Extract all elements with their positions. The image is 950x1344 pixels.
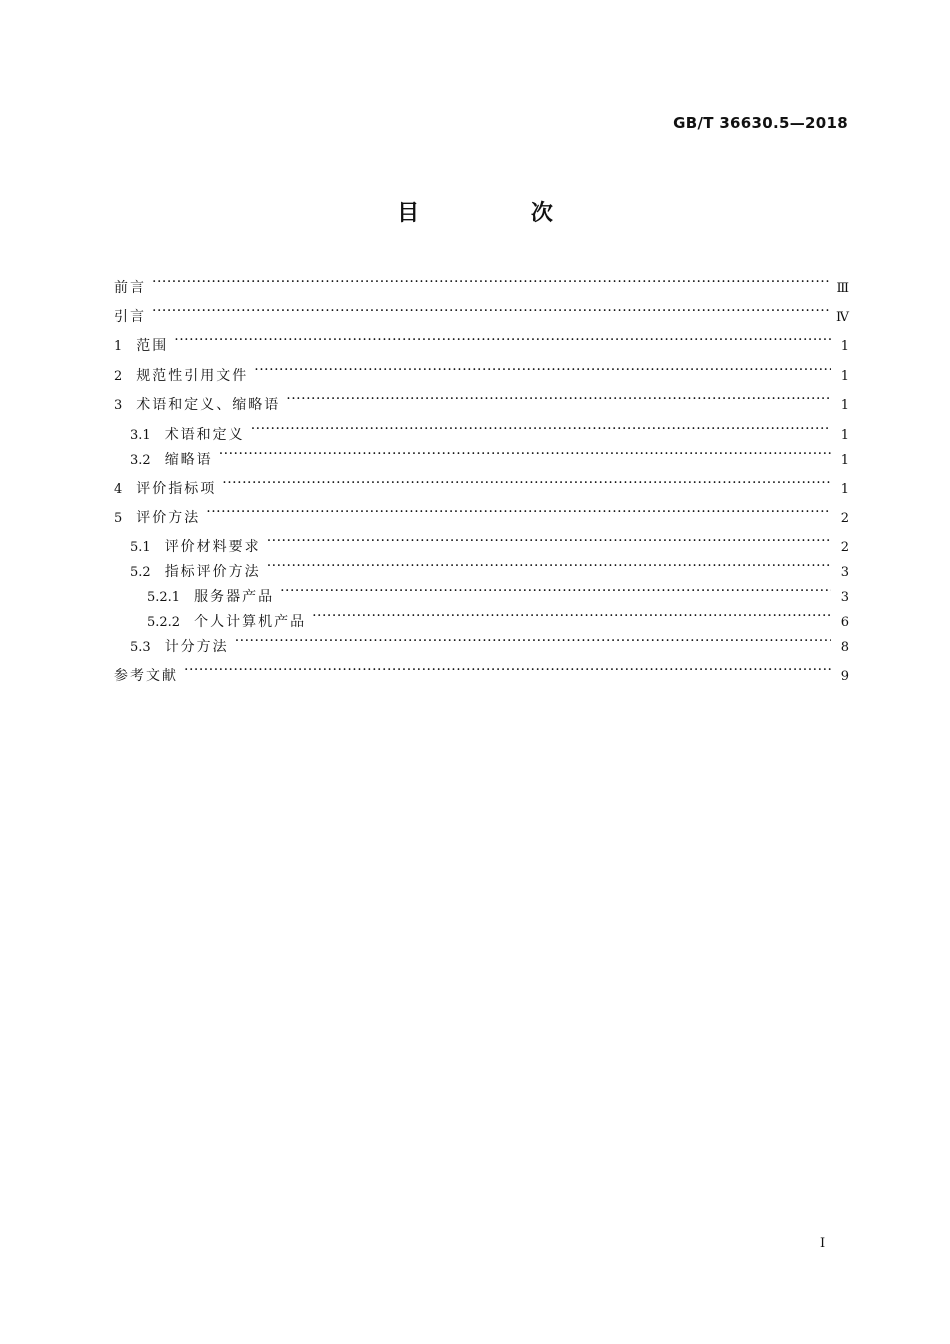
toc-dot-leader xyxy=(254,360,831,380)
toc-entry-label: 计分方法 xyxy=(164,639,229,655)
toc-entry-label: 前言 xyxy=(114,280,146,296)
toc-entry-page: 3 xyxy=(840,565,849,580)
toc-dot-leader xyxy=(219,444,831,464)
toc-entry-number: 4 xyxy=(114,482,123,497)
toc-dot-leader xyxy=(267,556,831,576)
toc-dot-leader xyxy=(152,301,830,321)
toc-entry[interactable] xyxy=(114,502,849,529)
toc-entry[interactable] xyxy=(114,473,849,500)
toc-entry-number: 5.3 xyxy=(130,640,151,655)
toc-entry-label: 术语和定义 xyxy=(164,427,245,443)
toc-entry-label: 引言 xyxy=(114,309,146,325)
toc-entry-label: 评价方法 xyxy=(136,510,201,526)
toc-entry-label: 个人计算机产品 xyxy=(194,614,307,630)
toc-entry-page: 1 xyxy=(840,482,849,497)
toc-dot-leader xyxy=(152,272,830,292)
toc-entry[interactable] xyxy=(114,272,849,299)
page-number: I xyxy=(820,1236,826,1251)
toc-dot-leader xyxy=(312,606,831,626)
toc-dot-leader xyxy=(267,531,831,551)
toc-dot-leader xyxy=(174,330,831,350)
toc-entry[interactable] xyxy=(147,606,849,633)
toc-entry[interactable] xyxy=(130,444,849,471)
toc-entry-number: 5 xyxy=(114,511,123,526)
toc-entry-number: 5.2 xyxy=(130,565,151,580)
toc-entry-label: 指标评价方法 xyxy=(164,564,261,580)
toc-entry-label: 服务器产品 xyxy=(194,589,275,605)
toc-entry-label: 术语和定义、缩略语 xyxy=(136,397,281,413)
toc-entry-page: 2 xyxy=(840,540,849,555)
standard-code: GB/T 36630.5—2018 xyxy=(673,114,848,132)
toc-entry-page: 6 xyxy=(840,615,849,630)
toc-dot-leader xyxy=(184,660,831,680)
toc-entry-number: 2 xyxy=(114,369,123,384)
toc-entry-number: 5.1 xyxy=(130,540,151,555)
toc-entry-page: Ⅲ xyxy=(836,281,849,296)
toc-dot-leader xyxy=(206,502,831,522)
toc-entry[interactable] xyxy=(114,330,849,357)
toc-entry-number: 5.2.2 xyxy=(147,615,181,630)
toc-dot-leader xyxy=(251,419,831,439)
toc-entry-page: 8 xyxy=(840,640,849,655)
toc-entry-page: 1 xyxy=(840,453,849,468)
toc-entry[interactable] xyxy=(114,660,849,687)
toc-entry[interactable] xyxy=(114,301,849,328)
toc-entry-number: 3.2 xyxy=(130,453,151,468)
page-title: 目 次 xyxy=(397,201,605,226)
toc-entry-number: 1 xyxy=(114,339,123,354)
toc-entry[interactable] xyxy=(147,581,849,608)
toc-entry[interactable] xyxy=(130,531,849,558)
toc-entry-page: Ⅳ xyxy=(836,310,849,325)
toc-entry[interactable] xyxy=(130,631,849,658)
toc-dot-leader xyxy=(222,473,831,493)
toc-entry[interactable] xyxy=(114,360,849,387)
toc-entry[interactable] xyxy=(130,419,849,446)
toc-entry-label: 缩略语 xyxy=(164,452,213,468)
toc-dot-leader xyxy=(286,389,831,409)
toc-dot-leader xyxy=(280,581,831,601)
toc-entry-page: 3 xyxy=(840,590,849,605)
toc-entry-page: 9 xyxy=(840,669,849,684)
toc-entry-page: 1 xyxy=(840,398,849,413)
toc-entry-label: 规范性引用文件 xyxy=(136,368,249,384)
toc-entry-number: 3.1 xyxy=(130,428,151,443)
toc-entry-page: 1 xyxy=(840,369,849,384)
toc-entry-label: 评价指标项 xyxy=(136,481,217,497)
toc-entry-number: 5.2.1 xyxy=(147,590,181,605)
toc-entry-number: 3 xyxy=(114,398,123,413)
toc-entry-label: 参考文献 xyxy=(114,668,178,684)
toc-entry-label: 范围 xyxy=(136,338,169,354)
toc-entry[interactable] xyxy=(114,389,849,416)
toc-entry-page: 1 xyxy=(840,428,849,443)
toc-dot-leader xyxy=(235,631,831,651)
toc-entry-page: 2 xyxy=(840,511,849,526)
toc-entry-page: 1 xyxy=(840,339,849,354)
toc-entry[interactable] xyxy=(130,556,849,583)
toc-entry-label: 评价材料要求 xyxy=(164,539,261,555)
